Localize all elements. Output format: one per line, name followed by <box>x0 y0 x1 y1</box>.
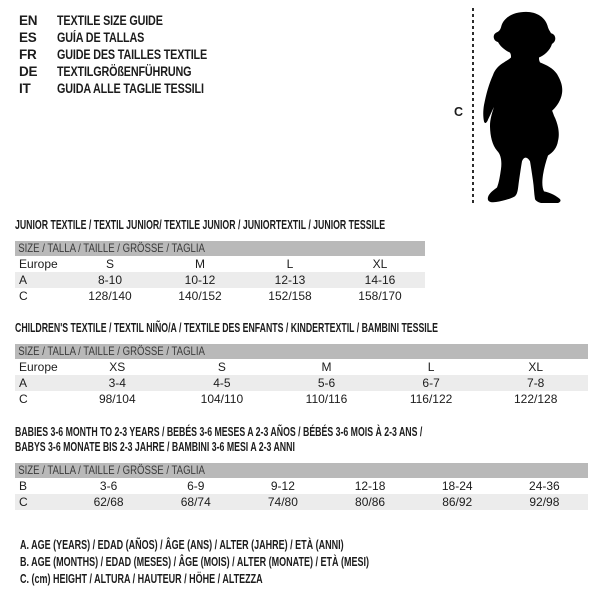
table-cell: 140/152 <box>178 289 222 303</box>
table-cell: 7-8 <box>527 376 545 390</box>
table-cell: 14-16 <box>364 273 396 287</box>
table-row <box>15 359 588 375</box>
language-list <box>19 12 245 97</box>
table-cell: 10-12 <box>184 273 216 287</box>
children-size-table <box>15 359 588 407</box>
row-label: C <box>19 289 28 303</box>
language-code: DE <box>19 64 38 79</box>
babies-table-section <box>15 425 588 510</box>
table-cell: 110/116 <box>305 392 348 406</box>
legend-footnotes <box>20 537 505 588</box>
table-cell: 122/128 <box>513 392 558 406</box>
row-label: A <box>19 273 28 287</box>
table-cell: L <box>286 257 294 271</box>
footnote-c: C. (cm) HEIGHT / ALTURA / HAUTEUR / HÖHE / ALTEZZA <box>20 572 263 586</box>
language-label: GUIDA ALLE TAGLIE TESSILI <box>57 81 204 96</box>
table-cell: 9-12 <box>270 479 295 493</box>
children-table-title <box>15 321 588 336</box>
language-code: ES <box>19 30 37 45</box>
table-row <box>15 494 588 510</box>
table-title-line: BABIES 3-6 MONTH TO 2-3 YEARS / BEBÉS 3-6 MESES A 2-3 AÑOS / BÉBÉS 3-6 MOIS À 2-3 ANS / <box>15 425 423 439</box>
language-row-en <box>19 12 245 29</box>
table-title-line: CHILDREN'S TEXTILE / TEXTIL NIÑO/A / TEXTILE DES ENFANTS / KINDERTEXTIL / BAMBINI TESSILE <box>15 321 438 335</box>
table-row <box>15 256 425 272</box>
table-row <box>15 272 425 288</box>
table-cell: 128/140 <box>88 289 132 303</box>
table-cell: 74/80 <box>267 495 298 509</box>
table-cell: 24-36 <box>529 479 560 493</box>
row-label: B <box>19 479 28 493</box>
table-cell: 3-4 <box>108 376 126 390</box>
table-cell: L <box>427 360 435 374</box>
table-cell: 5-6 <box>317 376 336 390</box>
table-cell: 152/158 <box>268 289 312 303</box>
table-cell: S <box>105 257 114 271</box>
size-header-band <box>15 241 425 256</box>
table-row <box>15 391 588 407</box>
language-label: GUÍA DE TALLAS <box>57 30 145 45</box>
language-label: TEXTILE SIZE GUIDE <box>57 13 163 28</box>
language-row-de <box>19 63 245 80</box>
table-cell: S <box>217 360 226 374</box>
size-header-label: SIZE / TALLA / TAILLE / GRÖSSE / TAGLIA <box>18 344 205 358</box>
table-cell: 3-6 <box>99 479 118 493</box>
size-header-band <box>15 463 588 478</box>
table-cell: 104/110 <box>200 392 244 406</box>
babies-size-table <box>15 478 588 510</box>
table-cell: 12-18 <box>354 479 386 493</box>
table-title-line: JUNIOR TEXTILE / TEXTIL JUNIOR/ TEXTILE JUNIOR / JUNIORTEXTIL / JUNIOR TESSILE <box>15 218 386 232</box>
footnote-b: B. AGE (MONTHS) / EDAD (MESES) / ÂGE (MOIS) / ALTER (MONATE) / ETÀ (MESI) <box>20 555 369 569</box>
row-label: C <box>19 495 28 509</box>
size-header-label: SIZE / TALLA / TAILLE / GRÖSSE / TAGLIA <box>18 241 205 255</box>
footnote-a: A. AGE (YEARS) / EDAD (AÑOS) / ÂGE (ANS) / ALTER (JAHRE) / ETÀ (ANNI) <box>20 538 344 552</box>
table-cell: 116/122 <box>409 392 453 406</box>
table-cell: 8-10 <box>97 273 123 287</box>
table-cell: 4-5 <box>213 376 231 390</box>
table-cell: 6-7 <box>422 376 440 390</box>
table-cell: 68/74 <box>180 495 211 509</box>
row-label: A <box>19 376 28 390</box>
table-row <box>15 288 425 304</box>
table-cell: 80/86 <box>355 495 386 509</box>
table-cell: 62/68 <box>93 495 124 509</box>
table-title-line: BABYS 3-6 MONATE BIS 2-3 JAHRE / BAMBINI 3-6 MESI A 2-3 ANNI <box>15 440 295 454</box>
table-cell: 86/92 <box>442 495 473 509</box>
table-cell: M <box>195 257 205 271</box>
language-code: FR <box>19 47 37 62</box>
row-label: Europe <box>19 257 58 271</box>
language-code: IT <box>19 81 31 96</box>
table-cell: 12-13 <box>274 273 306 287</box>
row-label: Europe <box>19 360 58 374</box>
language-label: GUIDE DES TAILLES TEXTILE <box>57 47 208 62</box>
table-cell: 98/104 <box>98 392 136 406</box>
table-cell: M <box>321 360 332 374</box>
toddler-silhouette-shape <box>483 12 562 203</box>
children-table-section <box>15 321 588 407</box>
table-cell: 92/98 <box>529 495 560 509</box>
language-label: TEXTILGRÖßENFÜHRUNG <box>57 64 192 79</box>
junior-table-section <box>15 218 425 304</box>
junior-size-table <box>15 256 425 304</box>
size-header-label: SIZE / TALLA / TAILLE / GRÖSSE / TAGLIA <box>18 463 205 477</box>
table-row <box>15 375 588 391</box>
language-row-es <box>19 29 245 46</box>
table-cell: 6-9 <box>187 479 205 493</box>
table-cell: XL <box>528 360 544 374</box>
height-marker-label: C <box>454 105 464 119</box>
table-cell: 158/170 <box>358 289 402 303</box>
size-header-band <box>15 344 588 359</box>
language-code: EN <box>19 13 38 28</box>
babies-table-title <box>15 425 588 455</box>
language-row-it <box>19 80 245 97</box>
table-row <box>15 478 588 494</box>
height-marker-dashed-line <box>472 8 474 206</box>
row-label: C <box>19 392 28 406</box>
toddler-silhouette <box>480 9 570 203</box>
junior-table-title <box>15 218 425 233</box>
table-cell: 18-24 <box>441 479 473 493</box>
table-cell: XL <box>372 257 388 271</box>
table-cell: XS <box>109 360 126 374</box>
language-row-fr <box>19 46 245 63</box>
